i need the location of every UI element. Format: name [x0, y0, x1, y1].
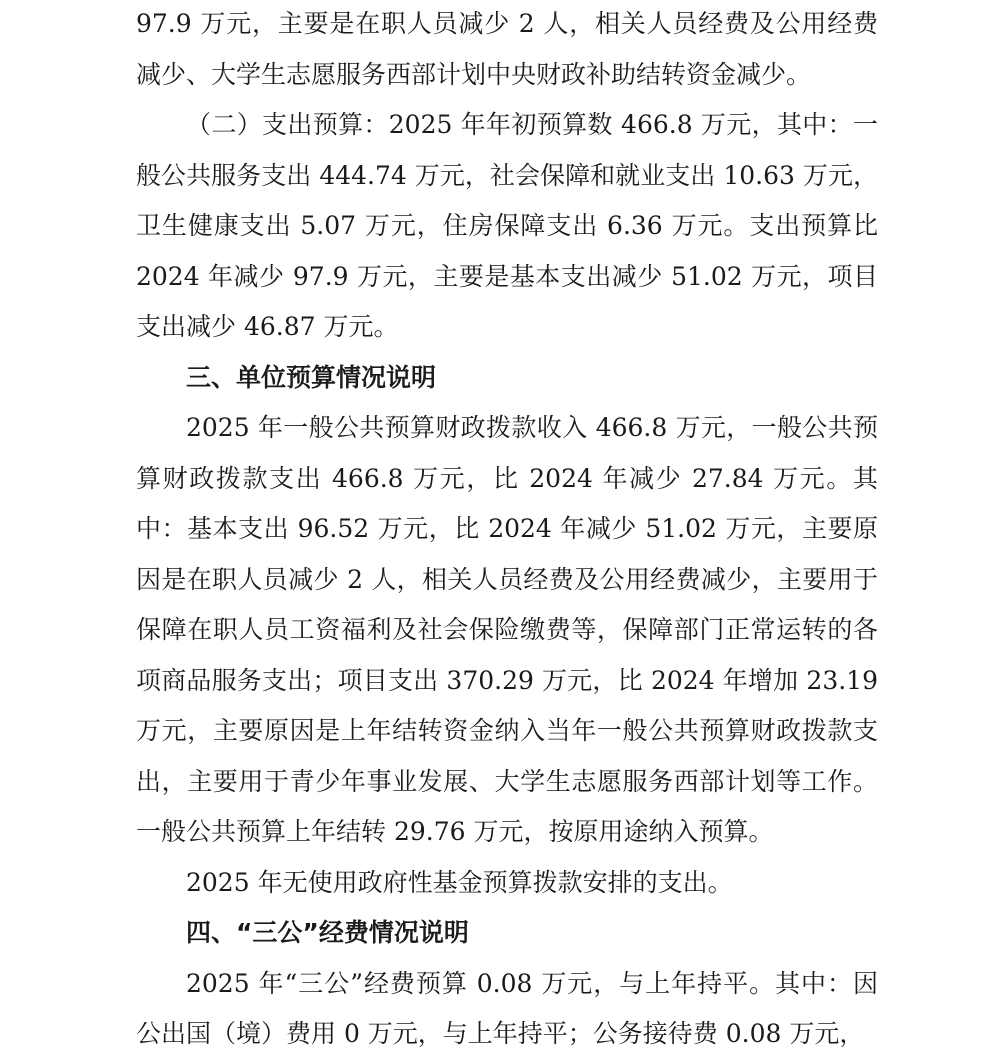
section-heading-unit-budget: 三、单位预算情况说明: [186, 362, 437, 392]
paragraph-continuation: 97.9 万元，主要是在职人员减少 2 人，相关人员经费及公用经费减少、大学生志愿服务西部计划中央财政补助结转资金减少。: [136, 9, 878, 89]
document-body: [136, 0, 878, 1059]
paragraph-three-public-expenses: 2025 年“三公”经费预算 0.08 万元，与上年持平。其中：因公出国（境）费用 0 万元，与上年持平；公务接待费 0.08 万元，: [136, 968, 878, 1048]
paragraph-government-fund: 2025 年无使用政府性基金预算拨款安排的支出。: [186, 867, 733, 897]
paragraph-expenditure-budget: （二）支出预算：2025 年年初预算数 466.8 万元，其中：一般公共服务支出 444.74 万元，社会保障和就业支出 10.63 万元，卫生健康支出 5.07 万元，住房保障支出 6.36 万元。支出预算比 2024 年减少 97.9 万元，主要是基本支出减少 51.02 万元，项目支出减少 46.87 万元。: [136, 110, 878, 341]
section-heading-three-public-expenses: 四、“三公”经费情况说明: [186, 918, 469, 947]
paragraph-general-public-budget: 2025 年一般公共预算财政拨款收入 466.8 万元，一般公共预算财政拨款支出 466.8 万元，比 2024 年减少 27.84 万元。其中：基本支出 96.52 万元，比 2024 年减少 51.02 万元，主要原因是在职人员减少 2 人，相关人员经费及公用经费减少，主要用于保障在职人员工资福利及社会保险缴费等，保障部门正常运转的各项商品服务支出；项目支出 370.29 万元，比 2024 年增加 23.19 万元，主要原因是上年结转资金纳入当年一般公共预算财政拨款支出，主要用于青少年事业发展、大学生志愿服务西部计划等工作。一般公共预算上年结转 29.76 万元，按原用途纳入预算。: [136, 413, 878, 846]
